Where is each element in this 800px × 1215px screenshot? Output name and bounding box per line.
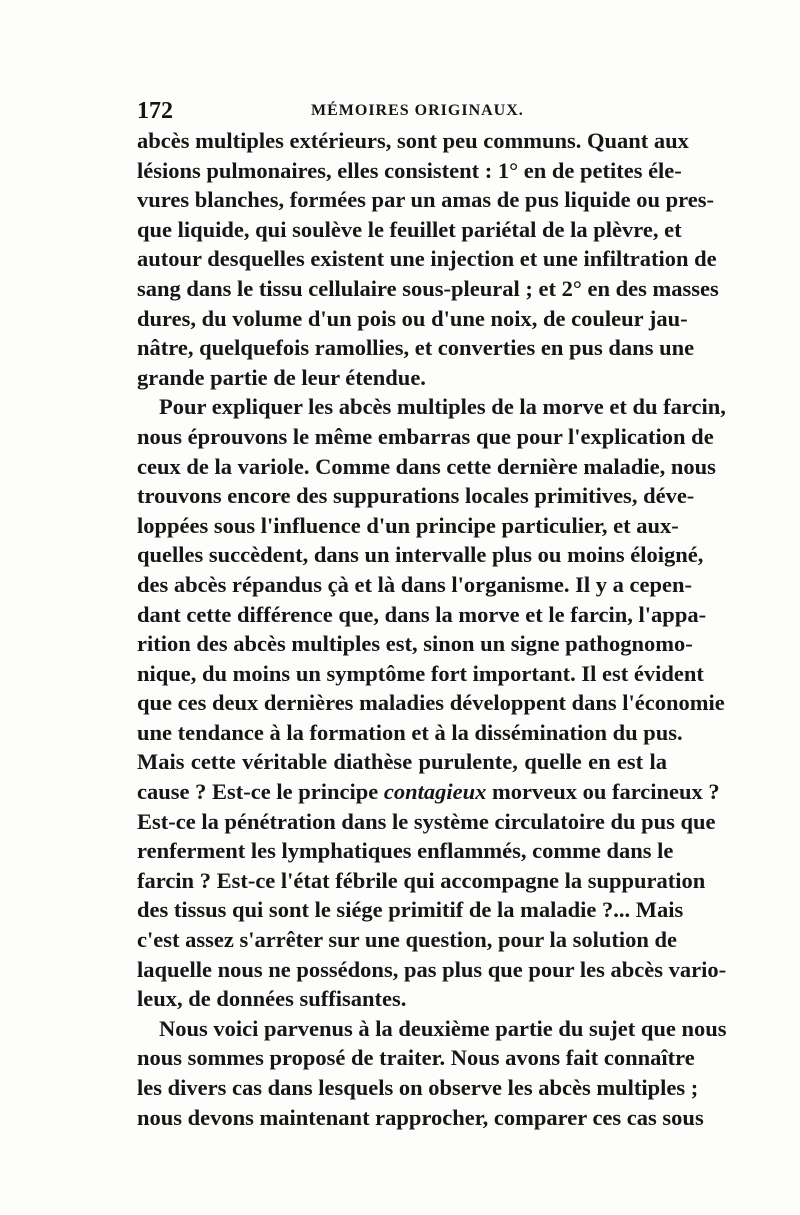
paragraph-start-line: Nous voici parvenus à la deuxième partie du sujet que nous xyxy=(159,1015,727,1041)
text-line: des abcès répandus çà et là dans l'organisme. Il y a cepen- xyxy=(137,571,693,597)
text-line: quelles succèdent, dans un intervalle plus ou moins éloigné, xyxy=(137,542,704,568)
text-line: les divers cas dans lesquels on observe les abcès multiples ; xyxy=(137,1075,699,1100)
text-line: nâtre, quelquefois ramollies, et converties en pus dans une xyxy=(137,335,695,361)
text-line: autour desquelles existent une injection et une infiltration de xyxy=(137,246,717,272)
text-line: rition des abcès multiples est, sinon un signe pathognomo- xyxy=(137,631,693,657)
text-line: que ces deux dernières maladies développent dans l'économie xyxy=(137,690,725,716)
text-line: dures, du volume d'un pois ou d'une noix, de couleur jau- xyxy=(137,305,688,331)
italic-word: contagieux xyxy=(383,779,487,805)
text-line: lésions pulmonaires, elles consistent : 1° en de petites éle- xyxy=(137,157,682,183)
text-segment: cause ? Est-ce le principe xyxy=(137,779,384,805)
text-line: nous devons maintenant rapprocher, comparer ces cas sous xyxy=(137,1104,704,1130)
text-line: Est-ce la pénétration dans le système circulatoire du pus que xyxy=(137,808,716,834)
text-line: grande partie de leur étendue. xyxy=(137,364,426,390)
text-line: Mais cette véritable diathèse purulente, quelle en est la xyxy=(137,749,667,775)
page-number: 172 xyxy=(137,98,173,124)
text-line: nique, du moins un symptôme fort important. Il est évident xyxy=(137,660,704,686)
paragraph-start-line: Pour expliquer les abcès multiples de la morve et du farcin, xyxy=(159,394,726,420)
text-line: trouvons encore des suppurations locales primitives, déve- xyxy=(137,483,695,509)
text-line: farcin ? Est-ce l'état fébrile qui accompagne la suppuration xyxy=(137,867,706,893)
text-line: abcès multiples extérieurs, sont peu communs. Quant aux xyxy=(137,128,689,153)
text-line: vures blanches, formées par un amas de pus liquide ou pres- xyxy=(137,187,714,213)
text-line: une tendance à la formation et à la dissémination du pus. xyxy=(137,719,683,745)
page-header xyxy=(137,96,667,126)
text-line: des tissus qui sont le siége primitif de la maladie ?... Mais xyxy=(137,897,684,923)
text-line: que liquide, qui soulève le feuillet pariétal de la plèvre, et xyxy=(137,216,682,242)
text-line: loppées sous l'influence d'un principe particulier, et aux- xyxy=(137,512,679,538)
text-line: renferment les lymphatiques enflammés, comme dans le xyxy=(137,838,674,864)
text-line: leux, de données suffisantes. xyxy=(137,986,407,1012)
text-segment: morveux ou farcineux ? xyxy=(486,779,720,805)
text-line: sang dans le tissu cellulaire sous-pleural ; et 2° en des masses xyxy=(137,275,719,301)
text-line: laquelle nous ne possédons, pas plus que pour les abcès vario- xyxy=(137,956,727,982)
text-line: dant cette différence que, dans la morve et le farcin, l'appa- xyxy=(137,601,707,627)
text-line: c'est assez s'arrêter sur une question, pour la solution de xyxy=(137,927,678,953)
body-text xyxy=(137,126,727,1132)
text-line: ceux de la variole. Comme dans cette dernière maladie, nous xyxy=(137,453,716,479)
running-head: MÉMOIRES ORIGINAUX. xyxy=(311,102,524,119)
text-line-with-italic xyxy=(137,777,720,807)
text-line: nous éprouvons le même embarras que pour l'explication de xyxy=(137,423,714,449)
text-line: nous sommes proposé de traiter. Nous avons fait connaître xyxy=(137,1045,695,1071)
